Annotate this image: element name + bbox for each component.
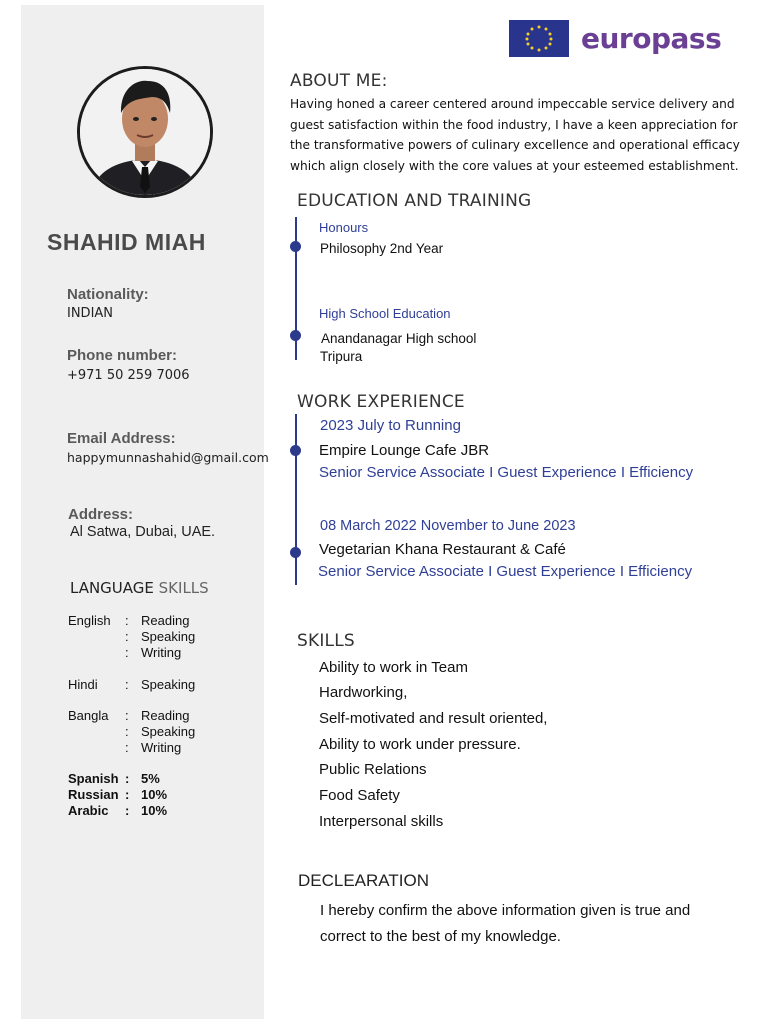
education-detail: Tripura	[320, 349, 363, 364]
language-name: Arabic	[68, 803, 109, 818]
timeline-dot	[290, 445, 301, 456]
skill-item: Interpersonal skills	[319, 813, 444, 830]
email-value: happymunnashahid@gmail.com	[67, 450, 269, 465]
language-skill: 10%	[141, 803, 168, 818]
language-skill: 10%	[141, 787, 168, 802]
phone-value: +971 50 259 7006	[67, 368, 190, 383]
skill-item: Self-motivated and result oriented,	[319, 710, 548, 727]
nationality-value: INDIAN	[67, 306, 114, 321]
timeline-dot	[290, 547, 301, 558]
declaration-title: DECLEARATION	[298, 871, 429, 890]
eu-flag-icon	[509, 20, 569, 57]
education-detail: Anandanagar High school	[321, 331, 477, 346]
skill-item: Ability to work in Team	[319, 659, 468, 676]
language-skill: Writing	[141, 645, 182, 660]
language-name: Bangla	[68, 708, 109, 723]
email-label: Email Address:	[67, 430, 176, 447]
phone-label: Phone number:	[67, 347, 178, 364]
address-value: Al Satwa, Dubai, UAE.	[70, 524, 216, 540]
skill-item: Public Relations	[319, 761, 427, 778]
about-text: Having honed a career centered around impeccable service delivery and guest satisfaction within the food industry, I have a keen appreciation for the transformative powers of culinary excellence and operational efficacy which align closely with the core values at your esteemed establishment.	[290, 97, 740, 173]
profile-photo	[77, 66, 213, 198]
declaration-text: I hereby confirm the above information given is true and correct to the best of my knowledge.	[320, 902, 691, 945]
language-skills-title: LANGUAGE SKILLS	[70, 579, 209, 597]
education-heading: High School Education	[319, 306, 451, 321]
about-title: ABOUT ME:	[290, 71, 388, 91]
skill-item: Ability to work under pressure.	[319, 736, 521, 753]
candidate-name: SHAHID MIAH	[47, 229, 206, 255]
language-skill: 5%	[141, 771, 160, 786]
job-role: Senior Service Associate I Guest Experience I Efficiency	[319, 464, 694, 481]
language-skill: Speaking	[141, 677, 196, 692]
language-name: Spanish	[68, 771, 119, 786]
work-title: WORK EXPERIENCE	[297, 392, 465, 412]
skill-item: Hardworking,	[319, 684, 408, 701]
language-name: Hindi	[68, 677, 98, 692]
education-title: EDUCATION AND TRAINING	[297, 191, 532, 211]
language-skill: Writing	[141, 740, 182, 755]
timeline-dot	[290, 330, 301, 341]
education-detail: Philosophy 2nd Year	[320, 241, 444, 256]
address-label: Address:	[68, 506, 134, 523]
europass-logo-text: europass	[581, 22, 722, 55]
language-name: English	[68, 613, 111, 628]
job-company: Empire Lounge Cafe JBR	[319, 442, 490, 459]
skill-item: Food Safety	[319, 787, 400, 804]
job-role: Senior Service Associate I Guest Experience I Efficiency	[318, 563, 693, 580]
language-skill: Reading	[141, 708, 190, 723]
language-skill: Speaking	[141, 724, 196, 739]
skills-title: SKILLS	[297, 631, 355, 651]
education-heading: Honours	[319, 220, 369, 235]
work-timeline	[295, 414, 297, 585]
language-name: Russian	[68, 787, 119, 802]
timeline-dot	[290, 241, 301, 252]
language-skill: Reading	[141, 613, 190, 628]
nationality-label: Nationality:	[67, 286, 149, 303]
job-date: 2023 July to Running	[320, 417, 461, 434]
job-company: Vegetarian Khana Restaurant & Café	[319, 541, 566, 558]
job-date: 08 March 2022 November to June 2023	[320, 518, 576, 534]
language-skill: Speaking	[141, 629, 196, 644]
